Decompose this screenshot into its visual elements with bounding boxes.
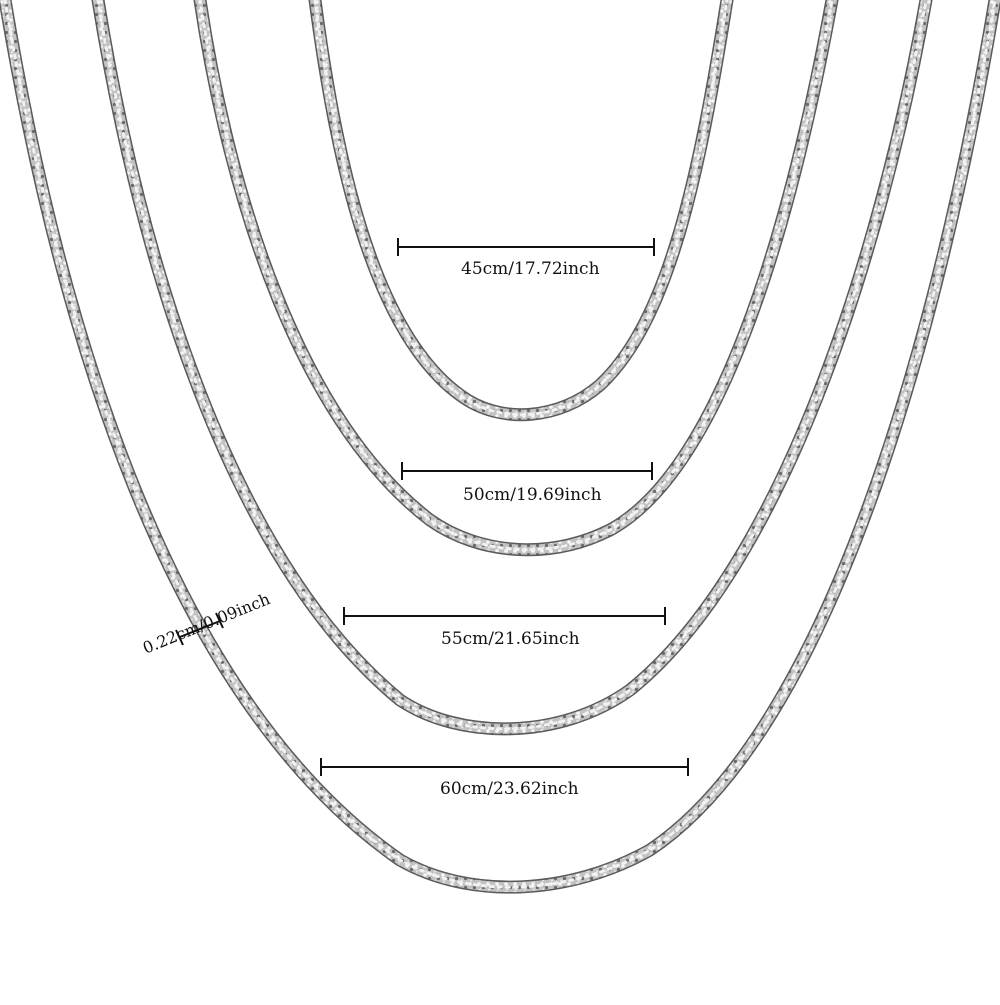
length-label-60cm: 60cm/23.62inch — [440, 779, 579, 799]
length-label-55cm: 55cm/21.65inch — [441, 629, 580, 649]
length-label-50cm: 50cm/19.69inch — [463, 485, 602, 505]
thickness-label: 0.22cm/0.09inch — [140, 589, 273, 658]
dimension-line-45cm — [398, 238, 654, 256]
chain-60cm — [5, 0, 995, 887]
length-label-45cm: 45cm/17.72inch — [461, 259, 600, 279]
dimension-line-60cm — [321, 758, 688, 776]
dimension-line-50cm — [402, 462, 652, 480]
dimension-line-55cm — [344, 607, 665, 625]
chain-45cm — [315, 0, 727, 415]
